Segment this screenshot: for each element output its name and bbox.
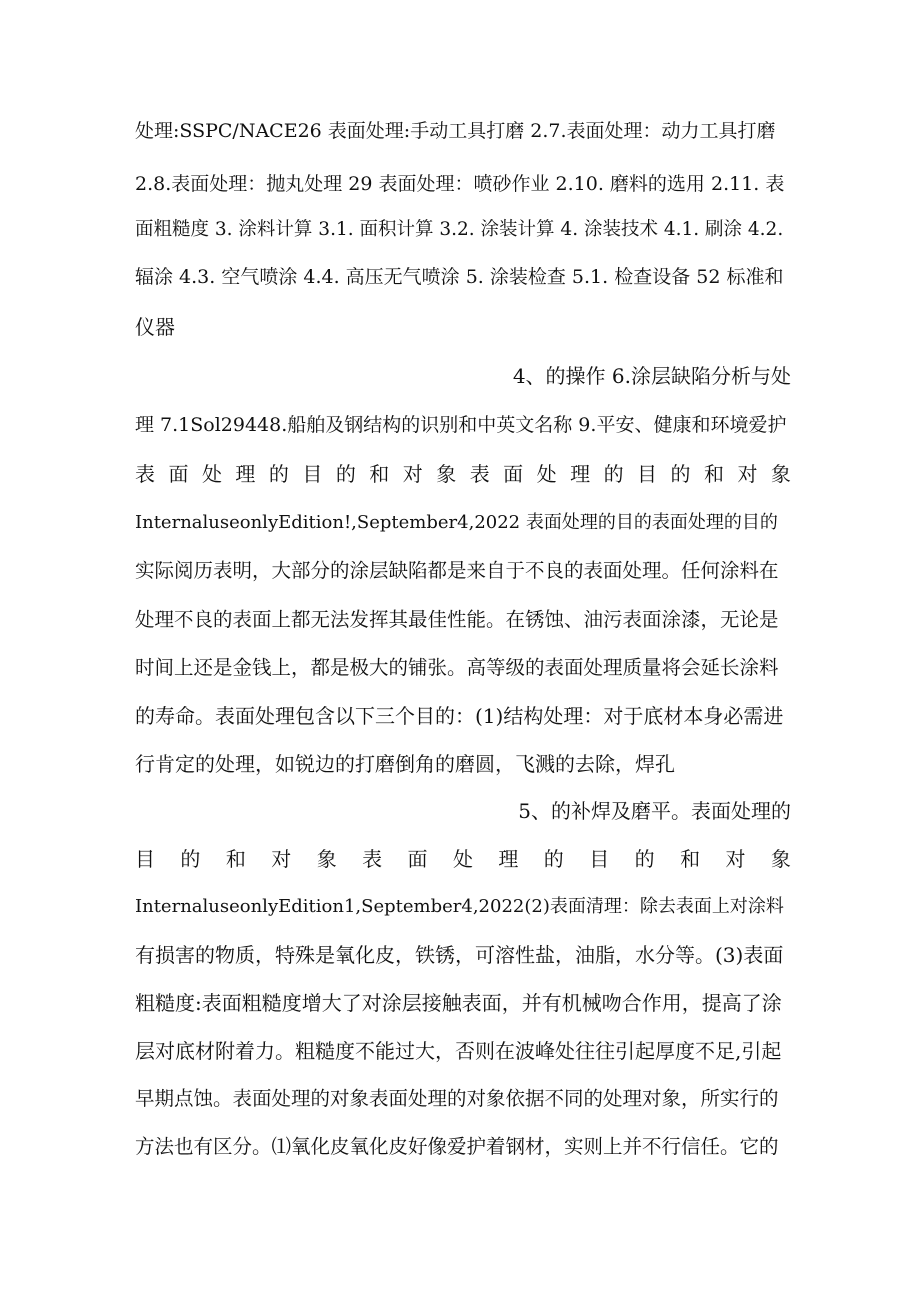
spread-char: 的	[634, 847, 655, 871]
spread-char: 对	[402, 462, 423, 486]
text-line-22: 方法也有区分。⑴氧化皮氧化皮好像爱护着钢材，实则上并不行信任。它的	[135, 1135, 779, 1158]
spread-char: 和	[680, 847, 701, 871]
spread-char: 目	[135, 847, 155, 871]
spread-char: 和	[225, 847, 246, 871]
spread-char: 目	[302, 462, 323, 486]
text-line-12: 时间上还是金钱上，都是极大的铺张。高等级的表面处理质量将会延长涂料	[135, 656, 779, 679]
spread-char: 理	[498, 847, 519, 871]
spread-char: 的	[603, 462, 624, 486]
spread-char: 处	[201, 462, 222, 486]
text-line-10: 实际阅历表明，大部分的涂层缺陷都是来自于不良的表面处理。任何涂料在	[135, 559, 779, 582]
text-line-7: 理 7.1Sol29448.船舶及钢结构的识别和中英文名称 9.平安、健康和环境爱护	[135, 414, 787, 436]
spread-char: 的	[268, 462, 289, 486]
spread-char: 面	[168, 462, 189, 486]
text-line-15: 5、的补焊及磨平。表面处理的	[518, 799, 791, 823]
spread-char: 象	[436, 462, 457, 486]
spread-char: 处	[452, 847, 473, 871]
spread-char: 表	[135, 462, 155, 486]
text-line-20: 层对底材附着力。粗糙度不能过大，否则在波峰处往往引起厚度不足,引起	[135, 1039, 782, 1063]
spread-char: 面	[503, 462, 524, 486]
spread-char: 目	[589, 847, 610, 871]
spread-char: 对	[737, 462, 758, 486]
text-line-2: 2.8.表面处理：抛丸处理 29 表面处理：喷砂作业 2.10. 磨料的选用 2.11. 表	[135, 173, 785, 195]
text-line-6: 4、的操作 6.涂层缺陷分析与处	[512, 364, 791, 388]
spread-char: 和	[369, 462, 390, 486]
spread-char: 处	[536, 462, 557, 486]
text-line-14: 行肯定的处理，如锐边的打磨倒角的磨圆，飞溅的去除，焊孔	[135, 752, 675, 776]
spread-char: 理	[570, 462, 591, 486]
spread-char: 的	[670, 462, 691, 486]
text-line-18: 有损害的物质，特殊是氧化皮，铁锈，可溶性盐，油脂，水分等。(3)表面	[135, 943, 784, 967]
text-line-17: InternaluseonlyEdition1,September4,2022(2)表面清理：除去表面上对涂料	[135, 896, 784, 917]
spread-char: 对	[725, 847, 746, 871]
text-line-16	[135, 845, 791, 873]
text-line-5: 仪器	[135, 315, 175, 339]
spread-char: 对	[271, 847, 292, 871]
text-line-11: 处理不良的表面上都无法发挥其最佳性能。在锈蚀、油污表面涂漆，无论是	[135, 608, 779, 631]
spread-char: 目	[637, 462, 658, 486]
text-line-8	[135, 460, 791, 488]
spread-char: 的	[543, 847, 564, 871]
text-line-1: 处理:SSPC/NACE26 表面处理:手动工具打磨 2.7.表面处理：动力工具打磨	[135, 120, 776, 142]
spread-char: 的	[180, 847, 201, 871]
spread-char: 象	[316, 847, 337, 871]
spread-char: 表	[362, 847, 383, 871]
text-line-3: 面粗糙度 3. 涂料计算 3.1. 面积计算 3.2. 涂装计算 4. 涂装技术 4.1. 刷涂 4.2.	[135, 219, 784, 240]
text-line-13: 的寿命。表面处理包含以下三个目的：(1)结构处理：对于底材本身必需进	[135, 704, 784, 728]
spread-char: 象	[770, 847, 791, 871]
spread-char: 理	[235, 462, 256, 486]
spread-char: 象	[770, 462, 791, 486]
spread-char: 的	[335, 462, 356, 486]
spread-char: 面	[407, 847, 428, 871]
text-line-9: InternaluseonlyEdition!,September4,2022 表面处理的目的表面处理的目的	[135, 512, 778, 533]
text-line-19: 粗糙度:表面粗糙度增大了对涂层接触表面，并有机械吻合作用，提高了涂	[135, 991, 782, 1015]
text-line-4: 辐涂 4.3. 空气喷涂 4.4. 高压无气喷涂 5. 涂装检查 5.1. 检查设备 52 标准和	[135, 266, 784, 288]
spread-char: 和	[703, 462, 724, 486]
text-line-21: 早期点蚀。表面处理的对象表面处理的对象依据不同的处理对象，所实行的	[135, 1087, 779, 1110]
spread-char: 表	[469, 462, 490, 486]
